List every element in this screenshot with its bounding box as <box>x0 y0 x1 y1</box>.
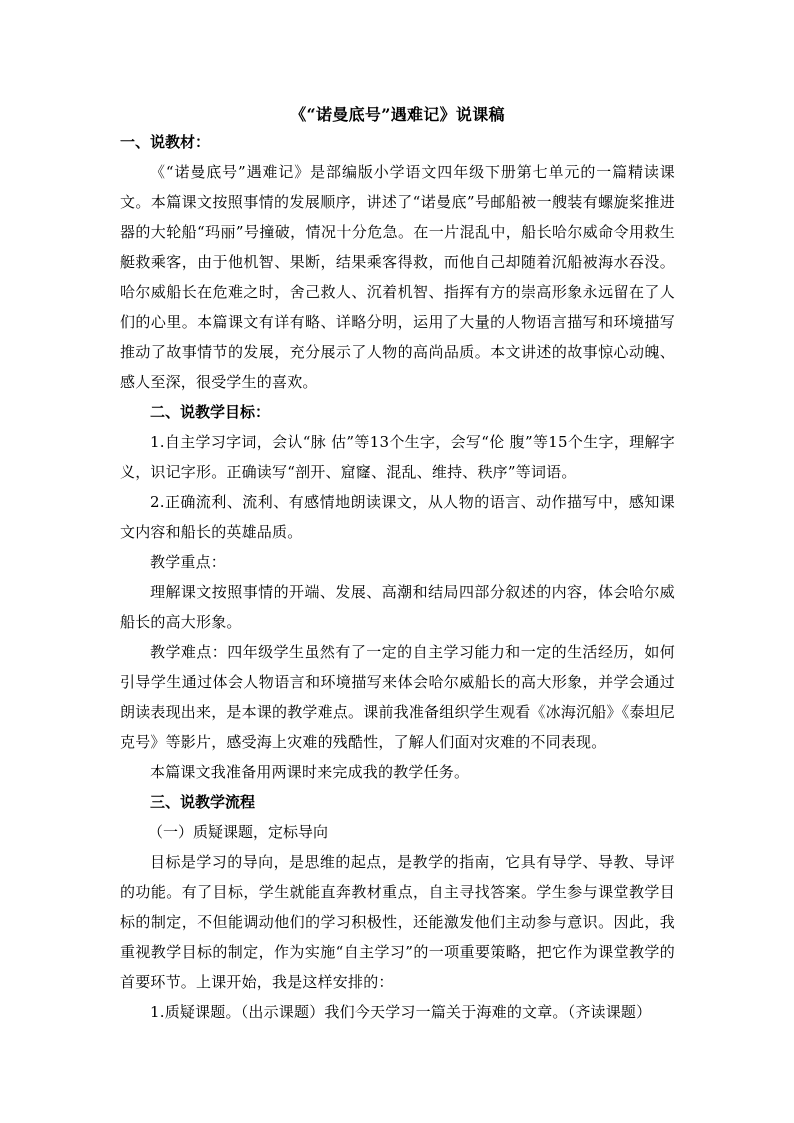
document-page <box>120 103 675 1027</box>
paragraph-question-title: 1.质疑课题。（出示课题）我们今天学习一篇关于海难的文章。（齐读课题） <box>150 1003 652 1021</box>
section-heading-objectives: 二、说教学目标： <box>150 403 271 421</box>
paragraph-difficulty: 教学难点：四年级学生虽然有了一定的自主学习能力和一定的生活经历，如何引导学生通过体会人物语言和环境描写来体会哈尔威船长的高大形象，并学会通过朗读表现出来，是本课的教学难点。课前我准备组织学生观看《冰海沉船》《泰坦尼克号》等影片，感受海上灾难的残酷性，了解人们面对灾难的不同表现。 <box>120 643 675 751</box>
paragraph-objective-2: 2.正确流利、流利、有感情地朗读课文，从人物的语言、动作描写中，感知课文内容和船长的英雄品质。 <box>120 493 675 541</box>
paragraph-textbook-intro: 《“诺曼底号”遇难记》是部编版小学语文四年级下册第七单元的一篇精读课文。本篇课文按照事情的发展顺序，讲述了“诺曼底”号邮船被一艘装有螺旋桨推进器的大轮船“玛丽”号撞破，情况十分危急。在一片混乱中，船长哈尔威命令用救生艇救乘客，由于他机智、果断，结果乘客得救，而他自己却随着沉船被海水吞没。哈尔威船长在危难之时，舍己救人、沉着机智、指挥有方的崇高形象永远留在了人们的心里。本篇课文有详有略、详略分明，运用了大量的人物语言描写和环境描写推动了故事情节的发展，充分展示了人物的高尚品质。本文讲述的故事惊心动魄、感人至深，很受学生的喜欢。 <box>120 163 675 391</box>
paragraph-goal-guidance: 目标是学习的导向，是思维的起点，是教学的指南，它具有导学、导教、导评的功能。有了目标，学生就能直奔教材重点，自主寻找答案。学生参与课堂教学目标的制定，不但能调动他们的学习积极性，还能激发他们主动参与意识。因此，我重视教学目标的制定，作为实施“自主学习”的一项重要策略，把它作为课堂教学的首要环节。上课开始，我是这样安排的： <box>120 853 675 991</box>
section-heading-textbook: 一、说教材： <box>120 133 211 151</box>
subsection-heading-question: （一）质疑课题，定标导向 <box>148 823 329 841</box>
document-title: 《“诺曼底号”遇难记》说课稿 <box>290 105 505 124</box>
paragraph-key-point-label: 教学重点： <box>150 553 227 571</box>
paragraph-objective-1: 1.自主学习字词，会认“脉 估”等13个生字，会写“伦 腹”等15个生字，理解字义，识记字形。正确读写“剖开、窟窿、混乱、维持、秩序”等词语。 <box>120 433 675 481</box>
paragraph-lesson-count: 本篇课文我准备用两课时来完成我的教学任务。 <box>150 763 470 781</box>
paragraph-key-point: 理解课文按照事情的开端、发展、高潮和结局四部分叙述的内容，体会哈尔威船长的高大形象。 <box>120 583 675 631</box>
section-heading-process: 三、说教学流程 <box>150 793 256 811</box>
